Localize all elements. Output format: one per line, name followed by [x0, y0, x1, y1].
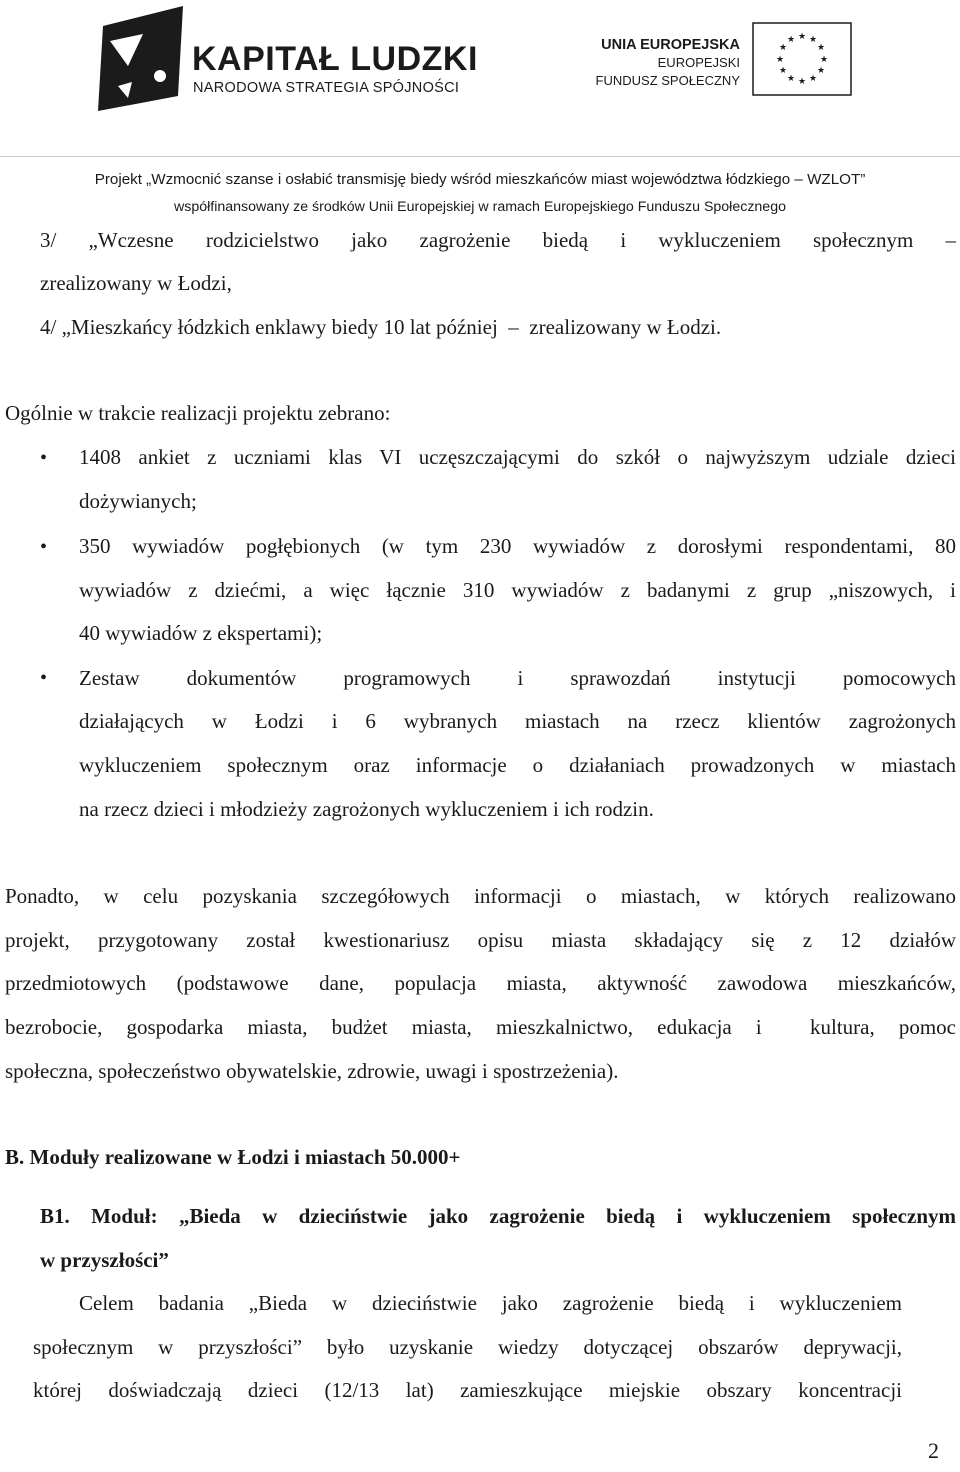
svg-text:★: ★ — [816, 66, 826, 76]
bullet-1-line-2: dożywianych; — [79, 489, 197, 513]
svg-text:★: ★ — [816, 43, 826, 53]
bullet-3-line-2: działających w Łodzi i 6 wybranych miastach na rzecz klientów zagrożonych — [79, 709, 956, 733]
bullet-2-line-1: 350 wywiadów pogłębionych (w tym 230 wywiadów z dorosłymi respondentami, 80 — [79, 534, 956, 558]
svg-text:★: ★ — [786, 35, 796, 45]
paragraph-2-line-4: bezrobocie, gospodarka miasta, budżet miasta, mieszkalnictwo, edukacja i kultura, pomoc — [5, 1015, 956, 1039]
svg-text:★: ★ — [797, 32, 807, 42]
bullet-3-line-4: na rzecz dzieci i młodzieży zagrożonych wykluczeniem i ich rodzin. — [79, 797, 654, 821]
bullet-2-line-3: 40 wywiadów z ekspertami); — [79, 621, 323, 645]
list-item-3-line-1: 3/ „Wczesne rodzicielstwo jako zagrożenie biedą i wykluczeniem społecznym – — [40, 228, 956, 252]
section-heading-b: B. Moduły realizowane w Łodzi i miastach 50.000+ — [5, 1145, 461, 1169]
svg-text:★: ★ — [778, 66, 788, 76]
intro-text: Ogólnie w trakcie realizacji projektu zebrano: — [5, 401, 391, 425]
list-item-3-line-2: zrealizowany w Łodzi, — [40, 271, 232, 295]
paragraph-2-line-1: Ponadto, w celu pozyskania szczegółowych informacji o miastach, w których realizowano — [5, 884, 956, 908]
bullet-3-line-1: Zestaw dokumentów programowych i sprawozdań instytucji pomocowych — [79, 666, 956, 690]
bullet-1-line-1: 1408 ankiet z uczniami klas VI uczęszczającymi do szkół o najwyższym udziale dzieci — [79, 445, 956, 469]
list-item-4: 4/ „Mieszkańcy łódzkich enklawy biedy 10 lat później – zrealizowany w Łodzi. — [40, 315, 722, 339]
section-heading-b1-line-2: w przyszłości” — [40, 1248, 169, 1272]
eu-line-2: EUROPEJSKI — [657, 55, 740, 70]
logo-subtitle: NARODOWA STRATEGIA SPÓJNOŚCI — [193, 80, 460, 96]
paragraph-3-line-1: Celem badania „Bieda w dzieciństwie jako zagrożenie biedą i wykluczeniem — [79, 1291, 902, 1315]
paragraph-2-line-2: projekt, przygotowany został kwestionariusz opisu miasta składający się z 12 działów — [5, 928, 956, 952]
paragraph-3-line-2: społecznym w przyszłości” było uzyskanie wiedzy dotyczącej obszarów deprywacji, — [33, 1335, 902, 1359]
project-funding: współfinansowany ze środków Unii Europejskiej w ramach Europejskiego Funduszu Społecznego — [174, 199, 786, 215]
svg-text:★: ★ — [819, 55, 829, 65]
page-number: 2 — [928, 1438, 939, 1463]
paragraph-2-line-5: społeczna, społeczeństwo obywatelskie, zdrowie, uwagi i spostrzeżenia). — [5, 1059, 619, 1083]
svg-text:★: ★ — [808, 35, 818, 45]
eu-flag-icon — [752, 22, 852, 96]
bullet-2-line-2: wywiadów z dziećmi, a więc łącznie 310 wywiadów z badanymi z grup „niszowych, i — [79, 578, 956, 602]
header-divider — [0, 156, 960, 157]
paragraph-2-line-3: przedmiotowych (podstawowe dane, populacja miasta, aktywność zawodowa mieszkańców, — [5, 971, 956, 995]
svg-text:★: ★ — [808, 74, 818, 84]
paragraph-3-line-3: której doświadczają dzieci (12/13 lat) zamieszkujące miejskie obszary koncentracji — [33, 1378, 902, 1402]
svg-text:★: ★ — [775, 55, 785, 65]
eu-logo-text — [580, 36, 740, 90]
bullet-3-line-3: wykluczeniem społecznym oraz informacje o działaniach prowadzonych w miastach — [79, 753, 956, 777]
bullet-icon: • — [40, 447, 48, 469]
svg-text:★: ★ — [778, 43, 788, 53]
bullet-icon: • — [40, 536, 48, 558]
section-heading-b1-line-1: B1. Moduł: „Bieda w dzieciństwie jako zagrożenie biedą i wykluczeniem społecznym — [40, 1204, 956, 1228]
logo-title: KAPITAŁ LUDZKI — [192, 40, 478, 78]
bullet-icon: • — [40, 667, 48, 689]
project-title: Projekt „Wzmocnić szanse i osłabić transmisję biedy wśród mieszkańców miast województwa łódzkiego – WZLOT” — [94, 171, 866, 188]
eu-line-3: FUNDUSZ SPOŁECZNY — [595, 73, 740, 88]
svg-text:★: ★ — [786, 74, 796, 84]
eu-line-1: UNIA EUROPEJSKA — [601, 37, 740, 53]
svg-text:★: ★ — [797, 77, 807, 87]
